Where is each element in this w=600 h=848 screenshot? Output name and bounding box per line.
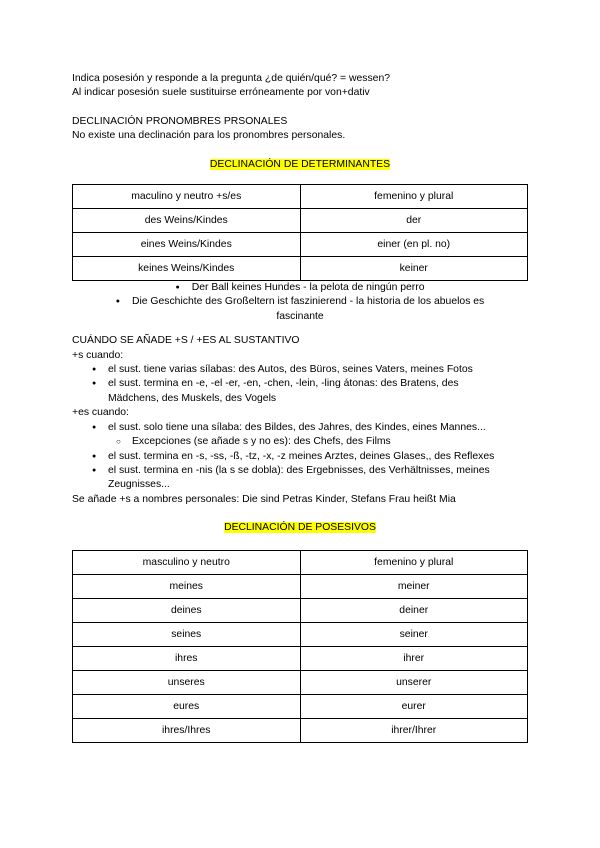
table-cell: eurer (300, 694, 528, 718)
list-item: ● el sust. termina en -e, -el -er, -en, -chen, -lein, -ling átonas: des Bratens, des (72, 377, 528, 391)
intro-line-2: Al indicar posesión suele sustituirse erróneamente por von+dativ (72, 87, 370, 99)
table-cell: der (300, 209, 528, 233)
example-text: Der Ball keines Hundes - la pelota de ningún perro (191, 282, 425, 294)
s-label: +s cuando: (72, 349, 124, 361)
table-header-cell: femenino y plural (300, 185, 528, 209)
s-list (72, 363, 528, 392)
list-item: ● el sust. termina en -nis (la s se dobla): des Ergebnisses, des Verhältnisses, meines (72, 464, 528, 478)
intro-line-1: Indica posesión y responde a la pregunta ¿de quién/qué? = wessen? (72, 73, 391, 84)
table-cell: deiner (300, 598, 528, 622)
table-row (73, 598, 528, 622)
pronombres-heading: DECLINACIÓN PRONOMBRES PRSONALES (72, 115, 288, 127)
table-cell: eures (73, 694, 301, 718)
table-row (73, 718, 528, 742)
table-row (73, 694, 528, 718)
table-cell: einer (en pl. no) (300, 233, 528, 257)
document-page (72, 72, 528, 743)
determinantes-heading: DECLINACIÓN DE DETERMINANTES (209, 158, 391, 170)
table-row (73, 622, 528, 646)
posesivos-heading-wrap (72, 521, 528, 535)
table-header-cell: masculino y neutro (73, 550, 301, 574)
table-header-row (73, 185, 528, 209)
table-cell: unseres (73, 670, 301, 694)
table-row (73, 257, 528, 281)
table-header-cell: maculino y neutro +s/es (73, 185, 301, 209)
table-cell: ihrer/Ihrer (300, 718, 528, 742)
table-cell: ihres/Ihres (73, 718, 301, 742)
table-cell: unserer (300, 670, 528, 694)
table-row (73, 233, 528, 257)
list-item (72, 281, 528, 295)
list-item-continuation: Zeugnisses... (108, 479, 170, 491)
posesivos-table (72, 550, 528, 743)
list-item: ● el sust. solo tiene una sílaba: des Bildes, des Jahres, des Kindes, eines Mannes... (72, 421, 528, 435)
table-row (73, 670, 528, 694)
table-header-cell: femenino y plural (300, 550, 528, 574)
list-item (72, 295, 528, 309)
sustantivo-closing: Se añade +s a nombres personales: Die sind Petras Kinder, Stefans Frau heißt Mia (72, 493, 456, 505)
es-label: +es cuando: (72, 407, 129, 419)
sub-list-item: ○ Excepciones (se añade s y no es): des Chefs, des Films (72, 435, 528, 449)
es-list (72, 421, 528, 479)
table-row (73, 646, 528, 670)
table-cell: des Weins/Kindes (73, 209, 301, 233)
table-cell: seines (73, 622, 301, 646)
table-cell: meiner (300, 574, 528, 598)
list-item-continuation: Mädchens, des Muskels, des Vogels (108, 392, 277, 404)
table-cell: ihres (73, 646, 301, 670)
posesivos-heading: DECLINACIÓN DE POSESIVOS (224, 522, 376, 534)
example-continuation: fascinante (276, 310, 324, 322)
determinantes-table (72, 184, 528, 281)
example-text: Die Geschichte des Großeltern ist faszinierend - la historia de los abuelos es (131, 296, 485, 308)
list-item: ● el sust. termina en -s, -ss, -ß, -tz, -x, -z meines Arztes, deines Glases,, des Reflexes (72, 450, 528, 464)
determinantes-heading-wrap (72, 158, 528, 172)
table-cell: keines Weins/Kindes (73, 257, 301, 281)
list-item: ● el sust. tiene varias sílabas: des Autos, des Büros, seines Vaters, meines Fotos (72, 363, 528, 377)
table-row (73, 574, 528, 598)
table-cell: eines Weins/Kindes (73, 233, 301, 257)
table-cell: keiner (300, 257, 528, 281)
determinantes-examples (72, 281, 528, 310)
pronombres-text: No existe una declinación para los pronombres personales. (72, 130, 346, 142)
table-cell: deines (73, 598, 301, 622)
table-cell: seiner (300, 622, 528, 646)
table-row (73, 209, 528, 233)
table-header-row (73, 550, 528, 574)
table-cell: meines (73, 574, 301, 598)
table-cell: ihrer (300, 646, 528, 670)
sustantivo-heading: CUÁNDO SE AÑADE +S / +ES AL SUSTANTIVO (72, 335, 300, 347)
